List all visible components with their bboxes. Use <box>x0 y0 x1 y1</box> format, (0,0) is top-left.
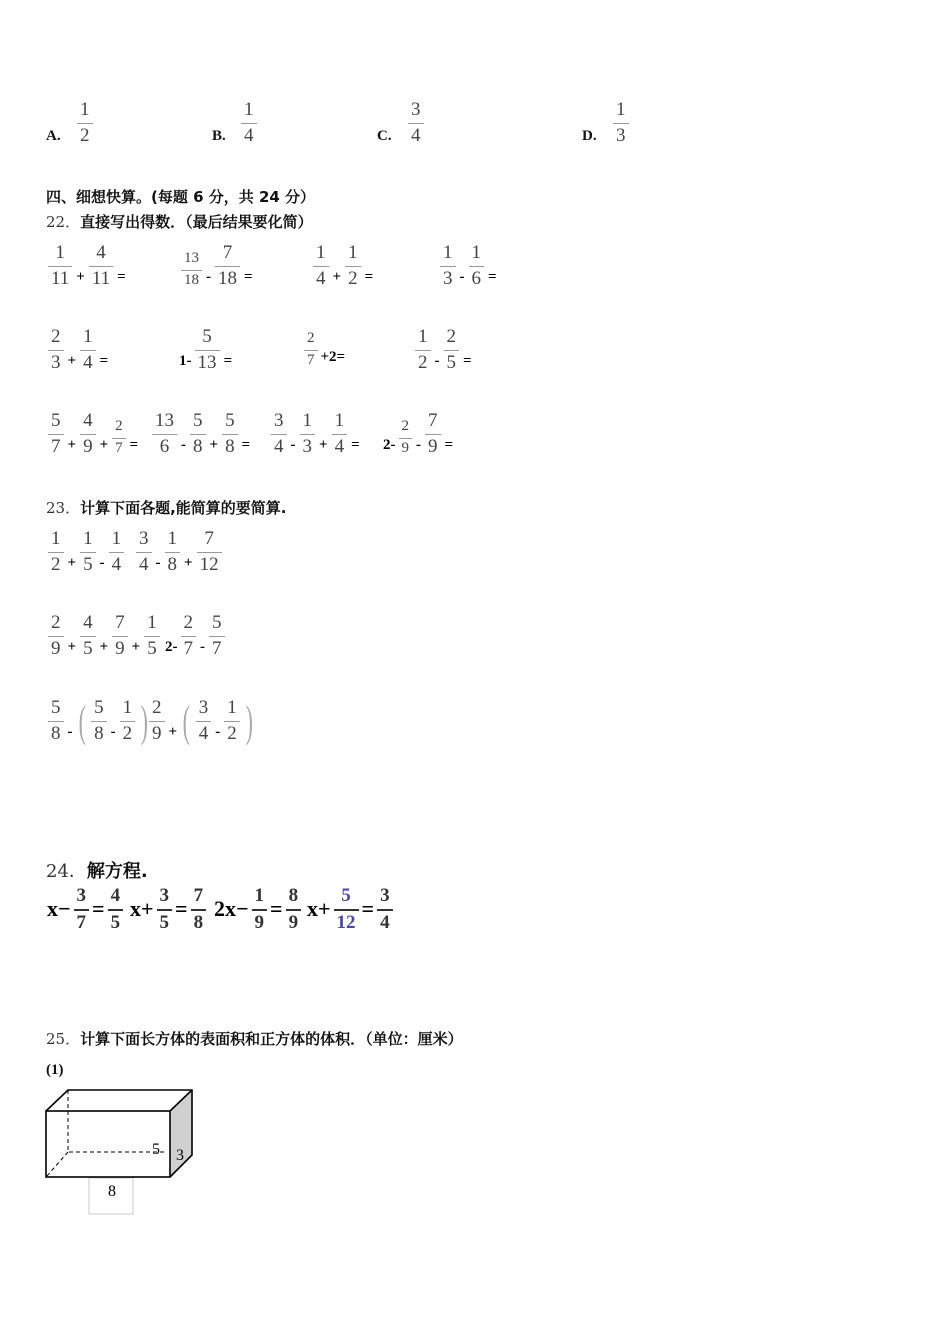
fraction <box>48 243 72 289</box>
operator: = <box>463 352 472 369</box>
option-d-label: D. <box>582 128 597 144</box>
equation-term: x− <box>47 896 71 922</box>
operator: + <box>99 638 109 655</box>
equation-term: = <box>270 896 283 922</box>
operator: + <box>67 436 77 453</box>
denominator: 13 <box>197 351 217 373</box>
option-b-fraction <box>239 100 259 146</box>
denominator: 11 <box>91 267 111 289</box>
equation <box>129 886 208 933</box>
fraction <box>399 419 413 457</box>
numerator: 5 <box>341 885 351 906</box>
equation <box>213 886 303 933</box>
expression <box>311 243 375 289</box>
numerator: 3 <box>139 528 149 549</box>
operator: = <box>223 352 233 369</box>
fraction <box>80 529 96 575</box>
expression <box>134 529 224 575</box>
operator: + <box>131 638 141 655</box>
question-23-heading <box>46 497 287 518</box>
fraction <box>195 327 220 373</box>
equation-term: x+ <box>130 896 154 922</box>
equation-term: = <box>92 896 105 922</box>
denominator: 6 <box>471 267 481 289</box>
numerator: 13 <box>184 250 199 267</box>
operator: = <box>488 268 497 285</box>
expression <box>382 411 455 457</box>
denominator: 7 <box>51 435 61 457</box>
fraction <box>181 251 202 289</box>
numerator: 1 <box>122 697 133 718</box>
denominator: 8 <box>94 722 104 744</box>
operator: = <box>244 268 253 285</box>
denominator: 3 <box>302 435 312 457</box>
numerator: 2 <box>183 612 193 633</box>
denominator: 9 <box>51 637 61 659</box>
denominator: 4 <box>111 553 122 575</box>
operator: - <box>416 436 421 453</box>
fraction <box>415 327 431 373</box>
denominator: 4 <box>244 124 254 146</box>
expression <box>178 327 234 373</box>
numerator: 1 <box>167 528 177 549</box>
option-c-fraction <box>406 100 426 146</box>
height-label: 5 <box>152 1141 160 1158</box>
denominator: 4 <box>198 722 209 744</box>
numerator: 1 <box>471 242 481 263</box>
numerator: 7 <box>204 528 214 549</box>
fraction <box>109 529 125 575</box>
denominator: 2 <box>80 124 90 146</box>
fraction <box>80 327 96 373</box>
fraction <box>252 886 268 933</box>
expression <box>164 613 227 659</box>
numerator: 3 <box>380 885 390 906</box>
fraction <box>334 886 359 933</box>
numerator: 2 <box>401 418 409 435</box>
operator: = <box>444 436 454 453</box>
denominator: 7 <box>307 351 315 368</box>
fraction <box>48 529 64 575</box>
operator: = <box>99 352 109 369</box>
operator: = <box>364 268 374 285</box>
question-text: 直接写出得数．（最后结果要化简） <box>80 213 313 231</box>
expression <box>46 327 110 373</box>
operator: - <box>67 723 73 740</box>
denominator: 7 <box>76 911 87 933</box>
option-d-fraction <box>611 100 631 146</box>
operator: + <box>67 554 77 571</box>
fraction <box>241 100 257 146</box>
fraction <box>165 529 181 575</box>
denominator: 18 <box>184 272 199 289</box>
fraction <box>112 419 126 457</box>
operator: - <box>206 268 211 285</box>
denominator: 9 <box>401 440 409 457</box>
fraction <box>332 411 348 457</box>
question-text: 计算下面长方体的表面积和正方体的体积．（单位：厘米） <box>80 1030 463 1048</box>
numerator: 1 <box>418 326 428 347</box>
numerator: 7 <box>193 885 204 906</box>
fraction <box>48 613 64 659</box>
numerator: 4 <box>96 242 106 263</box>
parenthesis: ( <box>182 696 191 746</box>
fraction <box>196 698 212 744</box>
fraction <box>152 411 177 457</box>
operator: + <box>67 638 77 655</box>
fraction <box>613 100 629 146</box>
numerator: 3 <box>274 410 284 431</box>
numerator: 3 <box>411 99 421 120</box>
equation <box>306 886 395 933</box>
fraction <box>80 411 96 457</box>
numerator: 1 <box>334 410 345 431</box>
cuboid-figure <box>40 1085 215 1220</box>
fraction <box>304 331 318 369</box>
fraction <box>190 411 206 457</box>
fraction <box>313 243 329 289</box>
operator: + <box>319 436 328 453</box>
operator: + <box>332 268 342 285</box>
fraction <box>224 698 240 744</box>
fraction <box>345 243 361 289</box>
equation <box>46 886 125 933</box>
denominator: 12 <box>199 553 219 575</box>
numerator: 1 <box>244 99 254 120</box>
fraction <box>191 886 207 933</box>
operator: - <box>200 638 205 655</box>
numerator: 4 <box>83 410 93 431</box>
numerator: 1 <box>147 612 157 633</box>
denominator: 2 <box>51 553 61 575</box>
fraction <box>77 100 93 146</box>
expression <box>46 698 152 744</box>
parenthesis: ( <box>78 696 86 746</box>
question-24-heading <box>46 857 148 883</box>
denominator: 8 <box>167 553 177 575</box>
section-title: 四、细想快算。(每题 6 分，共 24 分） <box>46 188 316 206</box>
operator: - <box>99 554 105 571</box>
fraction <box>108 886 124 933</box>
fraction <box>444 327 460 373</box>
numerator: 5 <box>51 697 61 718</box>
denominator: 7 <box>183 637 193 659</box>
numerator: 2 <box>115 418 123 435</box>
bold-term: 2- <box>383 436 396 453</box>
fraction <box>377 886 393 933</box>
numerator: 1 <box>111 528 122 549</box>
expression <box>302 331 346 369</box>
numerator: 5 <box>225 410 235 431</box>
denominator: 11 <box>51 267 70 289</box>
denominator: 9 <box>83 435 93 457</box>
fraction <box>120 698 136 744</box>
denominator: 9 <box>115 637 125 659</box>
numerator: 4 <box>110 885 121 906</box>
operator: - <box>110 723 116 740</box>
numerator: 1 <box>51 528 61 549</box>
numerator: 1 <box>254 885 265 906</box>
expression <box>150 411 252 457</box>
option-a-fraction <box>75 100 95 146</box>
part-label: (1) <box>46 1062 64 1078</box>
numerator: 1 <box>302 410 312 431</box>
fraction <box>197 529 222 575</box>
equation-term: x+ <box>307 896 331 922</box>
denominator: 4 <box>380 911 390 933</box>
operator: - <box>459 268 465 285</box>
fraction <box>136 529 152 575</box>
operator: + <box>168 723 178 740</box>
numerator: 1 <box>83 528 93 549</box>
denominator: 8 <box>51 722 61 744</box>
denominator: 8 <box>193 911 204 933</box>
numerator: 5 <box>94 697 104 718</box>
question-number: 23． <box>46 499 81 517</box>
fraction <box>48 411 64 457</box>
denominator: 5 <box>110 911 121 933</box>
expression <box>147 698 256 744</box>
denominator: 3 <box>616 124 626 146</box>
denominator: 18 <box>218 267 237 289</box>
denominator: 9 <box>254 911 265 933</box>
numerator: 1 <box>316 242 326 263</box>
expression <box>46 411 140 457</box>
fraction <box>469 243 485 289</box>
width-label: 3 <box>176 1147 184 1164</box>
denominator: 8 <box>225 435 235 457</box>
fraction <box>425 411 441 457</box>
denominator: 2 <box>418 351 428 373</box>
denominator: 7 <box>115 440 123 457</box>
numerator: 7 <box>222 242 233 263</box>
operator: + <box>209 436 219 453</box>
denominator: 5 <box>83 553 93 575</box>
numerator: 1 <box>348 242 358 263</box>
numerator: 2 <box>51 326 61 347</box>
numerator: 1 <box>55 242 65 263</box>
denominator: 4 <box>316 267 326 289</box>
fraction <box>48 327 64 373</box>
fraction <box>112 613 128 659</box>
operator: - <box>181 436 186 453</box>
operator: + <box>99 436 109 453</box>
expression <box>46 613 162 659</box>
denominator: 2 <box>122 722 133 744</box>
fraction <box>300 411 316 457</box>
denominator: 4 <box>83 351 93 373</box>
numerator: 5 <box>51 410 61 431</box>
denominator: 5 <box>147 637 157 659</box>
expression <box>46 529 126 575</box>
numerator: 5 <box>193 410 203 431</box>
operator: + <box>67 352 77 369</box>
length-label: 8 <box>108 1183 116 1200</box>
operator: + <box>184 554 193 571</box>
denominator: 7 <box>212 637 222 659</box>
numerator: 1 <box>83 326 93 347</box>
denominator: 9 <box>152 722 162 744</box>
question-number: 25． <box>46 1030 81 1048</box>
parenthesis: ) <box>245 696 253 746</box>
fraction <box>48 698 64 744</box>
fraction <box>271 411 287 457</box>
denominator: 5 <box>446 351 456 373</box>
equation-term: 2x− <box>214 896 249 922</box>
option-c-label: C. <box>377 128 392 144</box>
operator: - <box>434 352 440 369</box>
denominator: 4 <box>411 124 421 146</box>
numerator: 1 <box>616 99 626 120</box>
parenthesis: ) <box>140 696 149 746</box>
denominator: 2 <box>227 722 237 744</box>
numerator: 1 <box>80 99 90 120</box>
numerator: 3 <box>198 697 209 718</box>
denominator: 3 <box>51 351 61 373</box>
bold-term: 1- <box>179 352 192 369</box>
numerator: 5 <box>202 326 212 347</box>
expression <box>413 327 474 373</box>
numerator: 1 <box>443 242 453 263</box>
numerator: 13 <box>155 410 174 431</box>
numerator: 2 <box>152 697 162 718</box>
numerator: 4 <box>83 612 93 633</box>
operator: + <box>76 268 85 285</box>
fraction <box>181 613 197 659</box>
bold-term: 2- <box>165 638 178 655</box>
denominator: 5 <box>159 911 170 933</box>
operator: = <box>351 436 360 453</box>
fraction <box>149 698 165 744</box>
equation-term: = <box>361 896 375 922</box>
question-22-heading <box>46 211 313 232</box>
question-text: 计算下面各题,能简算的要简算. <box>80 499 287 517</box>
numerator: 3 <box>159 885 170 906</box>
numerator: 2 <box>307 330 315 346</box>
expression <box>438 243 499 289</box>
operator: - <box>215 723 221 740</box>
fraction <box>222 411 238 457</box>
fraction <box>74 886 90 933</box>
denominator: 12 <box>336 911 356 933</box>
operator: = <box>117 268 126 285</box>
fraction <box>209 613 225 659</box>
equation-term: = <box>175 896 188 922</box>
fraction <box>89 243 113 289</box>
question-number: 22． <box>46 213 81 231</box>
fraction <box>408 100 424 146</box>
question-text: 解方程. <box>86 861 148 882</box>
numerator: 2 <box>446 326 456 347</box>
operator: - <box>290 436 296 453</box>
expression <box>46 243 128 289</box>
expression <box>269 411 362 457</box>
numerator: 3 <box>76 885 87 906</box>
denominator: 2 <box>348 267 358 289</box>
numerator: 8 <box>288 885 299 906</box>
fraction <box>157 886 173 933</box>
denominator: 8 <box>193 435 203 457</box>
question-number: 24． <box>46 861 87 882</box>
numerator: 1 <box>227 697 237 718</box>
option-b-label: B. <box>212 128 226 144</box>
numerator: 7 <box>428 410 438 431</box>
denominator: 6 <box>159 435 170 457</box>
numerator: 5 <box>212 612 222 633</box>
numerator: 7 <box>115 612 125 633</box>
fraction <box>91 698 107 744</box>
fraction <box>440 243 456 289</box>
denominator: 4 <box>139 553 149 575</box>
operator: = <box>241 436 251 453</box>
denominator: 3 <box>443 267 453 289</box>
operator: - <box>155 554 161 571</box>
operator: = <box>129 436 139 453</box>
denominator: 9 <box>288 911 299 933</box>
denominator: 4 <box>274 435 284 457</box>
fraction <box>215 243 240 289</box>
option-a-label: A. <box>46 128 61 144</box>
fraction <box>80 613 96 659</box>
fraction <box>286 886 302 933</box>
expression <box>179 243 255 289</box>
question-25-heading <box>46 1028 463 1049</box>
denominator: 9 <box>428 435 438 457</box>
denominator: 5 <box>83 637 93 659</box>
numerator: 2 <box>51 612 61 633</box>
denominator: 4 <box>334 435 345 457</box>
fraction <box>144 613 160 659</box>
bold-term: +2= <box>320 348 346 365</box>
